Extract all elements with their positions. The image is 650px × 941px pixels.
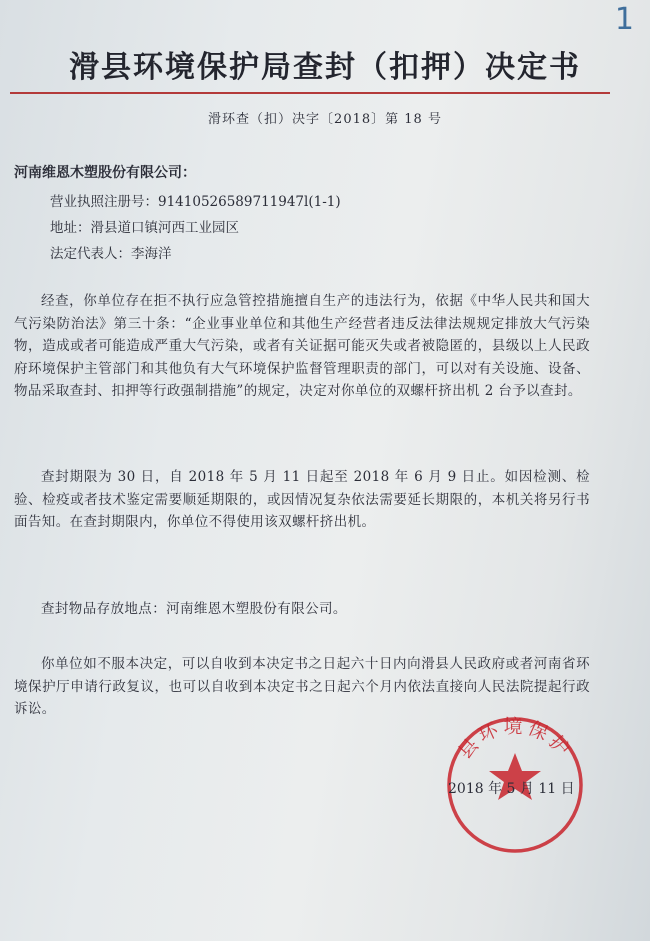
license-label: 营业执照注册号： — [50, 194, 158, 210]
paragraph-appeal-rights: 你单位如不服本决定，可以自收到本决定书之日起六十日内向滑县人民政府或者河南省环境保护厅申请行政复议，也可以自收到本决定书之日起六个月内依法直接向人民法院提起行政诉讼。 — [14, 656, 590, 717]
title-divider — [10, 92, 610, 94]
issue-date: 2018 年 5 月 11 日 — [448, 781, 575, 797]
license-value: 91410526589711947l(1-1) — [158, 194, 341, 210]
license-line — [50, 190, 341, 210]
paragraph-violation: 经查，你单位存在拒不执行应急管控措施擅自生产的违法行为，依据《中华人民共和国大气污染防治法》第三十条：“企业事业单位和其他生产经营者违反法律法规规定排放大气污染物，造成或者可能造成严重大气污染，或者有关证据可能灭失或者被隐匿的，县级以上人民政府环境保护主管部门和其他负有大气环境保护监督管理职责的部门，可以对有关设施、设备、物品采取查封、扣押等行政强制措施”的规定，决定对你单位的双螺杆挤出机 2 台予以查封。 — [14, 293, 590, 399]
address-label: 地址： — [50, 220, 91, 236]
address-line — [50, 216, 239, 236]
recipient-name: 河南维恩木塑股份有限公司： — [14, 165, 196, 181]
paragraph-storage-location: 查封物品存放地点：河南维恩木塑股份有限公司。 — [41, 601, 347, 617]
document-title: 滑县环境保护局查封（扣押）决定书 — [69, 50, 581, 85]
paragraph-seizure-period: 查封期限为 30 日，自 2018 年 5 月 11 日起至 2018 年 6 月 9 日止。如因检测、检验、检疫或者技术鉴定需要顺延期限的，或因情况复杂依法需要延长期限的，本机关将另行书面告知。在查封期限内，你单位不得使用该双螺杆挤出机。 — [14, 469, 590, 530]
seal-text: 县环境保护 — [453, 715, 577, 764]
representative-label: 法定代表人： — [50, 246, 131, 262]
representative-value: 李海洋 — [131, 246, 172, 262]
page-number: 1 — [614, 2, 634, 37]
document-number: 滑环查（扣）决字〔2018〕第 18 号 — [208, 112, 442, 127]
address-value: 滑县道口镇河西工业园区 — [90, 220, 239, 236]
representative-line — [50, 242, 172, 262]
